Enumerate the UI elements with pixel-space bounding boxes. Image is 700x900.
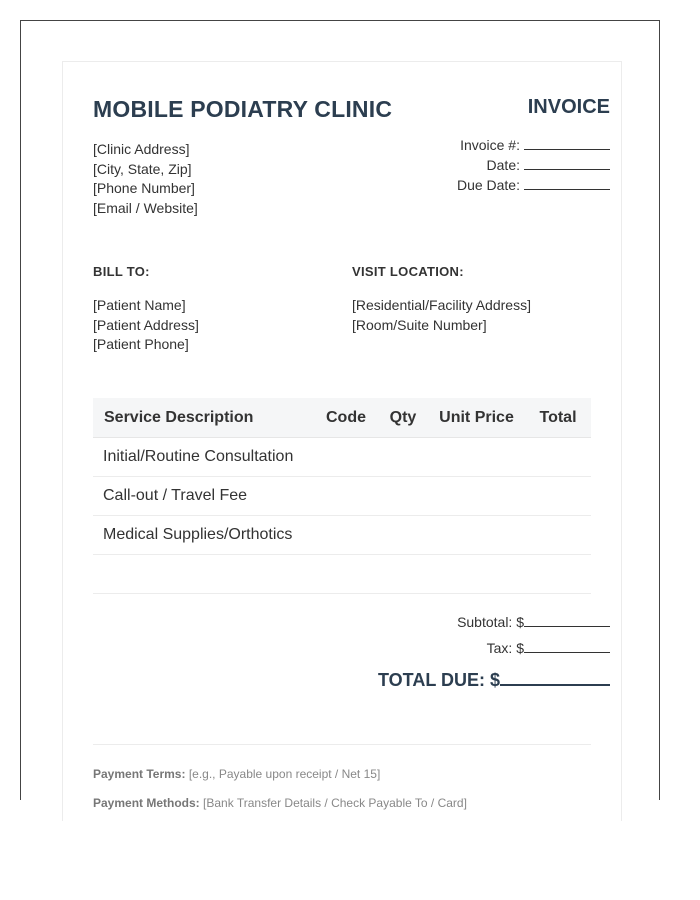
total-cell[interactable] xyxy=(525,477,591,516)
table-row xyxy=(93,477,591,516)
invoice-number-field[interactable] xyxy=(524,137,610,150)
unit-price-cell[interactable] xyxy=(428,438,525,477)
clinic-phone: [Phone Number] xyxy=(93,180,195,197)
visit-location-heading: VISIT LOCATION: xyxy=(352,264,464,279)
column-header-code: Code xyxy=(314,398,378,438)
subtotal-field[interactable] xyxy=(524,614,610,627)
clinic-address-block xyxy=(93,140,198,218)
facility-address: [Residential/Facility Address] xyxy=(352,297,531,313)
unit-price-cell[interactable] xyxy=(428,477,525,516)
invoice-title: INVOICE xyxy=(527,96,610,118)
qty-cell[interactable] xyxy=(378,516,428,555)
total-cell[interactable] xyxy=(525,516,591,555)
table-row xyxy=(93,438,591,477)
patient-address: [Patient Address] xyxy=(93,316,199,333)
invoice-meta xyxy=(457,135,610,195)
column-header-unit-price: Unit Price xyxy=(428,398,525,438)
patient-name: [Patient Name] xyxy=(93,297,186,313)
subtotal-row xyxy=(457,614,610,630)
invoice-date-row xyxy=(457,155,610,175)
service-description-cell: Initial/Routine Consultation xyxy=(93,438,314,477)
column-header-total: Total xyxy=(525,398,591,438)
column-header-description: Service Description xyxy=(93,398,314,438)
total-due-field[interactable] xyxy=(500,668,610,686)
table-header-row xyxy=(93,398,591,438)
bill-to-heading: BILL TO: xyxy=(93,264,150,279)
visit-location-block xyxy=(352,296,531,335)
service-description-cell: Call-out / Travel Fee xyxy=(93,477,314,516)
invoice-date-label: Date: xyxy=(486,157,520,173)
unit-price-cell[interactable] xyxy=(428,516,525,555)
total-cell[interactable] xyxy=(525,555,591,594)
code-cell[interactable] xyxy=(314,555,378,594)
invoice-number-label: Invoice #: xyxy=(460,137,520,153)
tax-row xyxy=(487,640,610,656)
patient-phone: [Patient Phone] xyxy=(93,336,189,353)
footer-divider xyxy=(93,744,591,745)
table-row xyxy=(93,516,591,555)
payment-methods-value: [Bank Transfer Details / Check Payable To / Card] xyxy=(203,796,467,810)
invoice-sheet xyxy=(62,61,622,821)
code-cell[interactable] xyxy=(314,477,378,516)
clinic-name: MOBILE PODIATRY CLINIC xyxy=(93,96,393,122)
invoice-number-row xyxy=(457,135,610,155)
payment-methods-label: Payment Methods: xyxy=(93,796,200,810)
table-row xyxy=(93,555,591,594)
payment-terms-label: Payment Terms: xyxy=(93,767,186,781)
qty-cell[interactable] xyxy=(378,477,428,516)
services-table xyxy=(93,398,591,594)
service-description-cell[interactable] xyxy=(93,555,314,594)
total-due-label: TOTAL DUE: $ xyxy=(377,670,500,690)
clinic-email-website: [Email / Website] xyxy=(93,199,198,216)
room-suite-number: [Room/Suite Number] xyxy=(352,316,487,333)
code-cell[interactable] xyxy=(314,438,378,477)
total-due-row xyxy=(378,668,610,691)
invoice-due-date-field[interactable] xyxy=(524,177,610,190)
clinic-city-state-zip: [City, State, Zip] xyxy=(93,160,192,177)
unit-price-cell[interactable] xyxy=(428,555,525,594)
payment-terms xyxy=(93,767,380,781)
qty-cell[interactable] xyxy=(378,438,428,477)
invoice-due-date-row xyxy=(457,175,610,195)
tax-label: Tax: $ xyxy=(486,640,524,656)
payment-terms-value: [e.g., Payable upon receipt / Net 15] xyxy=(188,767,381,781)
payment-methods xyxy=(93,796,467,810)
bill-to-block xyxy=(93,296,199,355)
invoice-due-date-label: Due Date: xyxy=(456,177,520,193)
total-cell[interactable] xyxy=(525,438,591,477)
code-cell[interactable] xyxy=(314,516,378,555)
qty-cell[interactable] xyxy=(378,555,428,594)
tax-field[interactable] xyxy=(524,640,610,653)
service-description-cell: Medical Supplies/Orthotics xyxy=(93,516,314,555)
invoice-date-field[interactable] xyxy=(524,157,610,170)
clinic-address: [Clinic Address] xyxy=(93,141,190,157)
column-header-qty: Qty xyxy=(378,398,428,438)
subtotal-label: Subtotal: $ xyxy=(457,614,524,630)
page-frame xyxy=(20,20,660,810)
